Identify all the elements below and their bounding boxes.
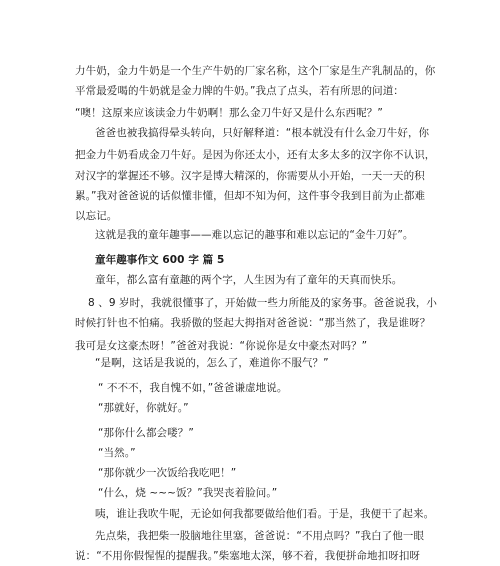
text-line-15: “是啊，这话是我说的，怎么了，难道你不服气？”	[95, 357, 329, 369]
text-line-8: 以忘记。	[75, 210, 118, 222]
text-line-11: 童年，都么富有童趣的两个字，人生因为有了童年的天真而快乐。	[95, 274, 403, 286]
text-line-2: 平常最爱喝的牛奶就是金力牌的牛奶。”我点了点头，若有所思的问道：	[75, 85, 404, 97]
text-line-5: 把金力牛奶看成金刀牛好。是因为你还太小，还有太多太多的汉字你不认识，	[75, 149, 436, 161]
text-line-17: “那就好，你就好。”	[98, 402, 189, 414]
text-line-19: “当然。”	[98, 447, 136, 459]
text-line-14: 我可是女这豪杰呀！”爸爸对我说：“你说你是女中豪杰对吗？”	[75, 340, 368, 352]
text-line-7: 累。”我对爸爸说的话似懂非懂，但却不知为何，这件事令我到目前为止都难	[75, 190, 426, 202]
text-line-6: 对汉字的掌握还不够。汉字是博大精深的，你需要从小开始，一天一天的积	[75, 170, 425, 182]
text-line-23: 先点柴，我把柴一股脑地往里塞，爸爸说：“不用点吗？”我白了他一眼	[95, 530, 425, 542]
text-line-12: 8 、9 岁时，我就很懂事了，开始做一些力所能及的家务事。爸爸说我，小	[88, 297, 438, 309]
section-heading: 童年趣事作文 600 字 篇 5	[95, 254, 225, 266]
text-line-24: 说：“不用你假惺惺的提醒我。”柴塞地太深，够不着，我便拼命地扣呀扣呀	[75, 550, 421, 562]
text-line-1: 力牛奶，金力牛奶是一个生产牛奶的厂家名称，这个厂家是生产乳制品的，你	[75, 65, 436, 77]
text-line-18: “那你什么都会喽？”	[98, 427, 194, 439]
text-line-3: “噢！这原来应该读金力牛奶啊！那么金刀牛好又是什么东西呢？”	[75, 107, 383, 119]
text-line-16: “ 不不不，我自愧不如，”爸爸谦虚地说。	[98, 382, 288, 394]
text-line-20: “那你就少一次饭给我吃吧！”	[98, 467, 237, 479]
text-line-4: 爸爸也被我搞得晕头转向，只好解释道：“根本就没有什么金刀牛好，你	[95, 127, 430, 139]
text-line-22: 咦，谁让我吹牛呢，无论如何我都要做给他们看。于是，我便干了起来。	[95, 508, 435, 520]
text-line-9: 这就是我的童年趣事——难以忘记的趣事和难以忘记的“金牛刀好”。	[95, 229, 414, 241]
text-line-21: “什么，烧 ~~~饭？”我哭丧着脸问。”	[98, 487, 278, 499]
text-line-13: 时候打针也不怕痛。我骄傲的竖起大拇指对爸爸说：“那当然了，我是谁呀？	[75, 317, 431, 329]
